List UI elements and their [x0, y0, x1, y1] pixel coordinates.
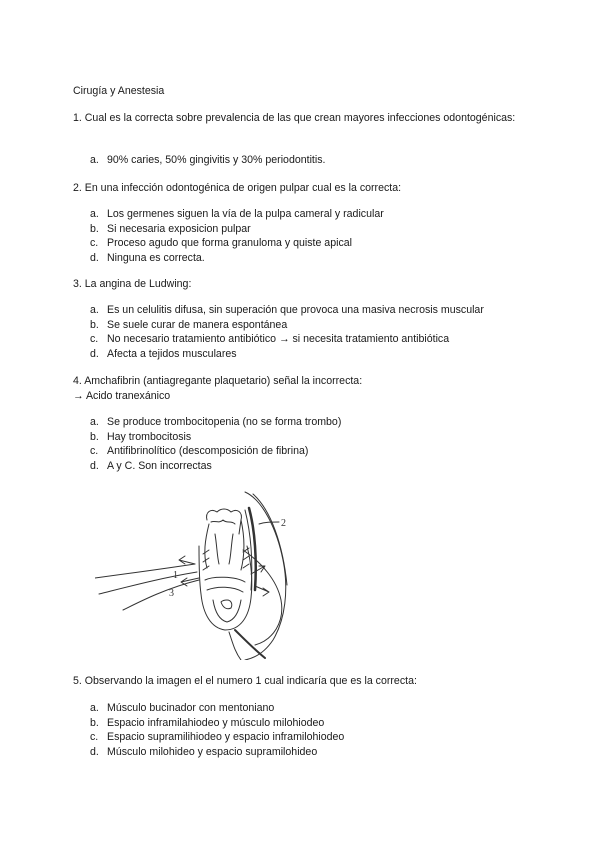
list-item: c. Antifibrinolítico (descomposición de fibrina): [90, 445, 309, 458]
figure-label-2: 2: [281, 518, 286, 529]
list-item: d. Ninguna es correcta.: [90, 251, 205, 264]
list-item: c. Proceso agudo que forma granuloma y quiste apical: [90, 237, 352, 250]
list-item: a. Es un celulitis difusa, sin superación que provoca una masiva necrosis muscular: [90, 304, 484, 316]
list-item: b. Espacio inframilahiodeo y músculo milohiodeo: [90, 716, 325, 729]
list-item: d. Músculo milohideo y espacio supramilohideo: [90, 745, 318, 758]
list-item: d. Afecta a tejidos musculares: [90, 347, 237, 360]
list-item: b. Si necesaria exposicion pulpar: [90, 222, 251, 235]
question-4-note: → Acido tranexánico: [73, 390, 171, 402]
figure-label-1: 1: [173, 570, 178, 581]
question-2-options: [90, 207, 540, 265]
tooth-jaw-sketch: [95, 490, 310, 660]
list-item: c. Espacio supramilihiodeo y espacio inframilohiodeo: [90, 731, 345, 744]
list-item: c. No necesario tratamiento antibiótico → si necesita tratamiento antibiótica: [90, 333, 450, 346]
list-item: b. Se suele curar de manera espontánea: [90, 318, 288, 331]
question-4-options: [90, 415, 540, 473]
question-5-options: [90, 701, 540, 759]
question-3-options: [90, 303, 540, 361]
question-2-prompt: 2. En una infección odontogénica de origen pulpar cual es la correcta:: [73, 182, 402, 194]
tooth-jaw-diagram: [95, 490, 310, 660]
page-title: Cirugía y Anestesia: [73, 85, 165, 97]
figure-label-3: 3: [169, 588, 174, 599]
list-item: d. A y C. Son incorrectas: [90, 459, 212, 472]
question-1-prompt: 1. Cual es la correcta sobre prevalencia de las que crean mayores infecciones odontogénicas:: [73, 112, 516, 124]
list-item: a. 90% caries, 50% gingivitis y 30% periodontitis.: [90, 154, 326, 166]
list-item: a. Se produce trombocitopenia (no se forma trombo): [90, 416, 342, 428]
question-4-prompt: 4. Amchafibrin (antiagregante plaquetario) señal la incorrecta:: [73, 375, 363, 387]
list-item: a. Músculo bucinador con mentoniano: [90, 702, 275, 714]
question-5-prompt: 5. Observando la imagen el el numero 1 cual indicaría que es la correcta:: [73, 675, 417, 687]
list-item: b. Hay trombocitosis: [90, 430, 192, 443]
list-item: a. Los germenes siguen la vía de la pulpa cameral y radicular: [90, 208, 384, 220]
question-3-prompt: 3. La angina de Ludwing:: [73, 278, 192, 290]
question-1-options: [90, 153, 540, 168]
